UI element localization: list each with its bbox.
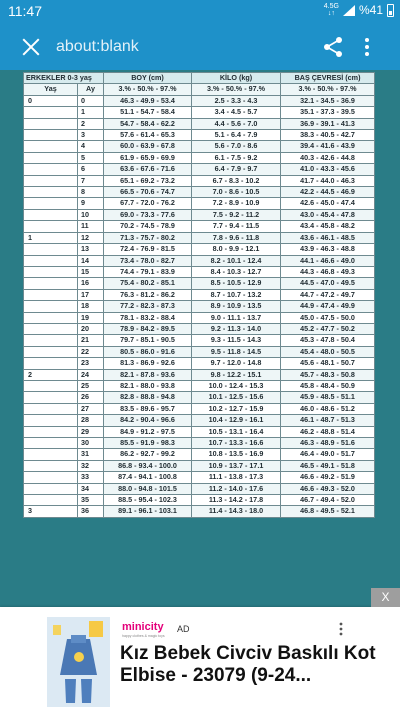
boy-cell: 89.1 - 96.1 - 103.1 — [104, 506, 192, 517]
month-cell: 16 — [78, 278, 104, 289]
bas-cell: 44.5 - 47.0 - 49.5 — [281, 278, 375, 289]
age-cell — [24, 130, 78, 141]
kilo-cell: 11.2 - 14.0 - 17.6 — [192, 483, 281, 494]
month-cell: 27 — [78, 403, 104, 414]
age-cell — [24, 175, 78, 186]
age-cell — [24, 495, 78, 506]
kilo-cell: 9.5 - 11.8 - 14.5 — [192, 346, 281, 357]
month-cell: 20 — [78, 323, 104, 334]
month-cell: 30 — [78, 438, 104, 449]
ad-badge: AD — [177, 624, 190, 634]
kilo-cell: 6.1 - 7.5 - 9.2 — [192, 152, 281, 163]
age-cell — [24, 323, 78, 334]
url-text[interactable]: about:blank — [56, 38, 139, 55]
month-cell: 23 — [78, 358, 104, 369]
bas-cell: 42.6 - 45.0 - 47.4 — [281, 198, 375, 209]
kilo-cell: 10.4 - 12.9 - 16.1 — [192, 415, 281, 426]
age-cell — [24, 255, 78, 266]
table-row — [24, 415, 375, 426]
kilo-cell: 10.5 - 13.1 - 16.4 — [192, 426, 281, 437]
bas-cell: 40.3 - 42.6 - 44.8 — [281, 152, 375, 163]
ad-brand-logo: minicity — [122, 621, 164, 633]
age-cell — [24, 312, 78, 323]
table-row — [24, 152, 375, 163]
age-cell — [24, 152, 78, 163]
table-row — [24, 380, 375, 391]
bas-cell: 46.4 - 49.0 - 51.7 — [281, 449, 375, 460]
boy-cell: 81.3 - 86.9 - 92.6 — [104, 358, 192, 369]
table-row — [24, 346, 375, 357]
table-row — [24, 301, 375, 312]
boy-cell: 67.7 - 72.0 - 76.2 — [104, 198, 192, 209]
kilo-cell: 10.2 - 12.7 - 15.9 — [192, 403, 281, 414]
percentile-header: 3.% - 50.% - 97.% — [192, 84, 281, 95]
boy-cell: 74.4 - 79.1 - 83.9 — [104, 266, 192, 277]
kilo-cell: 6.7 - 8.3 - 10.2 — [192, 175, 281, 186]
bas-cell: 46.5 - 49.1 - 51.8 — [281, 460, 375, 471]
age-cell — [24, 209, 78, 220]
month-cell: 17 — [78, 289, 104, 300]
month-cell: 15 — [78, 266, 104, 277]
month-header: Ay — [78, 84, 104, 95]
month-cell: 24 — [78, 369, 104, 380]
status-time: 11:47 — [8, 3, 42, 19]
age-cell — [24, 118, 78, 129]
month-cell: 21 — [78, 335, 104, 346]
age-cell — [24, 244, 78, 255]
table-row — [24, 164, 375, 175]
kilo-cell: 5.6 - 7.0 - 8.6 — [192, 141, 281, 152]
boy-cell: 72.4 - 76.9 - 81.5 — [104, 244, 192, 255]
boy-cell: 85.5 - 91.9 - 98.3 — [104, 438, 192, 449]
month-cell: 9 — [78, 198, 104, 209]
boy-header: BOY (cm) — [104, 73, 192, 84]
bas-cell: 41.7 - 44.0 - 46.3 — [281, 175, 375, 186]
kilo-cell: 9.3 - 11.5 - 14.3 — [192, 335, 281, 346]
bas-cell: 44.7 - 47.2 - 49.7 — [281, 289, 375, 300]
kilo-cell: 9.2 - 11.3 - 14.0 — [192, 323, 281, 334]
percentile-header: 3.% - 50.% - 97.% — [104, 84, 192, 95]
table-row — [24, 358, 375, 369]
table-header-row — [24, 73, 375, 84]
boy-cell: 57.6 - 61.4 - 65.3 — [104, 130, 192, 141]
month-cell: 35 — [78, 495, 104, 506]
age-cell: 0 — [24, 95, 78, 106]
bas-cell: 46.6 - 49.2 - 51.9 — [281, 472, 375, 483]
age-cell — [24, 221, 78, 232]
boy-cell: 77.2 - 82.3 - 87.3 — [104, 301, 192, 312]
month-cell: 36 — [78, 506, 104, 517]
table-body — [24, 95, 375, 517]
table-row — [24, 438, 375, 449]
kilo-cell: 8.4 - 10.3 - 12.7 — [192, 266, 281, 277]
table-row — [24, 187, 375, 198]
age-cell — [24, 187, 78, 198]
boy-cell: 66.5 - 70.6 - 74.7 — [104, 187, 192, 198]
table-row — [24, 323, 375, 334]
age-cell — [24, 358, 78, 369]
kilo-cell: 7.7 - 9.4 - 11.5 — [192, 221, 281, 232]
age-cell — [24, 472, 78, 483]
boy-cell: 88.5 - 95.4 - 102.3 — [104, 495, 192, 506]
month-cell: 18 — [78, 301, 104, 312]
table-row — [24, 175, 375, 186]
boy-cell: 75.4 - 80.2 - 85.1 — [104, 278, 192, 289]
age-cell — [24, 289, 78, 300]
month-cell: 19 — [78, 312, 104, 323]
table-row — [24, 266, 375, 277]
month-cell: 7 — [78, 175, 104, 186]
table-row — [24, 221, 375, 232]
network-type: 4.5G — [323, 3, 339, 10]
bas-cell: 44.1 - 46.6 - 49.0 — [281, 255, 375, 266]
more-vert-icon[interactable] — [360, 36, 374, 58]
kilo-cell: 10.9 - 13.7 - 17.1 — [192, 460, 281, 471]
bas-cell: 45.8 - 48.4 - 50.9 — [281, 380, 375, 391]
age-cell — [24, 141, 78, 152]
table-subheader-row — [24, 84, 375, 95]
battery-percent: %41 — [358, 3, 383, 17]
ad-options-icon[interactable] — [338, 621, 344, 637]
bas-cell: 46.6 - 49.3 - 52.0 — [281, 483, 375, 494]
kilo-cell: 6.4 - 7.9 - 9.7 — [192, 164, 281, 175]
close-icon[interactable] — [20, 36, 42, 58]
battery-icon — [387, 4, 394, 17]
table-row — [24, 403, 375, 414]
kilo-cell: 11.4 - 14.3 - 18.0 — [192, 506, 281, 517]
kilo-cell: 8.7 - 10.7 - 13.2 — [192, 289, 281, 300]
kilo-cell: 10.8 - 13.5 - 16.9 — [192, 449, 281, 460]
bas-cell: 46.8 - 49.5 - 52.1 — [281, 506, 375, 517]
bas-cell: 45.9 - 48.5 - 51.1 — [281, 392, 375, 403]
month-cell: 1 — [78, 107, 104, 118]
month-cell: 0 — [78, 95, 104, 106]
month-cell: 4 — [78, 141, 104, 152]
kilo-cell: 5.1 - 6.4 - 7.9 — [192, 130, 281, 141]
kilo-cell: 11.1 - 13.8 - 17.3 — [192, 472, 281, 483]
kilo-cell: 8.2 - 10.1 - 12.4 — [192, 255, 281, 266]
table-row — [24, 312, 375, 323]
bas-cell: 38.3 - 40.5 - 42.7 — [281, 130, 375, 141]
bas-cell: 43.4 - 45.8 - 48.2 — [281, 221, 375, 232]
boy-cell: 73.4 - 78.0 - 82.7 — [104, 255, 192, 266]
ad-product-image[interactable] — [47, 617, 110, 707]
month-cell: 32 — [78, 460, 104, 471]
boy-cell: 84.2 - 90.4 - 96.6 — [104, 415, 192, 426]
growth-chart-image — [0, 70, 400, 607]
month-cell: 34 — [78, 483, 104, 494]
kilo-cell: 3.4 - 4.5 - 5.7 — [192, 107, 281, 118]
chart-bottom-edge — [0, 584, 400, 607]
growth-table — [23, 72, 375, 518]
age-cell — [24, 403, 78, 414]
month-cell: 25 — [78, 380, 104, 391]
boy-cell: 86.8 - 93.4 - 100.0 — [104, 460, 192, 471]
boy-cell: 79.7 - 85.1 - 90.5 — [104, 335, 192, 346]
boy-cell: 78.1 - 83.2 - 88.4 — [104, 312, 192, 323]
kilo-cell: 11.3 - 14.2 - 17.8 — [192, 495, 281, 506]
table-row — [24, 369, 375, 380]
age-cell — [24, 346, 78, 357]
month-cell: 29 — [78, 426, 104, 437]
table-row — [24, 289, 375, 300]
bas-cell: 46.2 - 48.8 - 51.4 — [281, 426, 375, 437]
table-row — [24, 335, 375, 346]
table-row — [24, 244, 375, 255]
bas-cell: 44.3 - 46.8 - 49.3 — [281, 266, 375, 277]
age-cell — [24, 438, 78, 449]
kilo-cell: 8.5 - 10.5 - 12.9 — [192, 278, 281, 289]
age-cell — [24, 266, 78, 277]
month-cell: 28 — [78, 415, 104, 426]
age-cell — [24, 301, 78, 312]
ad-banner[interactable] — [0, 590, 400, 711]
boy-cell: 80.5 - 86.0 - 91.6 — [104, 346, 192, 357]
ad-brand-tagline: happy clothes & magic toys — [122, 634, 165, 638]
table-row — [24, 483, 375, 494]
boy-cell: 54.7 - 58.4 - 62.2 — [104, 118, 192, 129]
month-cell: 31 — [78, 449, 104, 460]
boy-cell: 46.3 - 49.9 - 53.4 — [104, 95, 192, 106]
age-cell — [24, 107, 78, 118]
boy-cell: 69.0 - 73.3 - 77.6 — [104, 209, 192, 220]
table-row — [24, 198, 375, 209]
age-cell: 3 — [24, 506, 78, 517]
boy-cell: 78.9 - 84.2 - 89.5 — [104, 323, 192, 334]
boy-cell: 83.5 - 89.6 - 95.7 — [104, 403, 192, 414]
share-icon[interactable] — [322, 36, 344, 58]
month-cell: 11 — [78, 221, 104, 232]
ad-close-button[interactable]: X — [371, 588, 400, 607]
table-row — [24, 506, 375, 517]
kilo-cell: 8.9 - 10.9 - 13.5 — [192, 301, 281, 312]
month-cell: 26 — [78, 392, 104, 403]
table-row — [24, 426, 375, 437]
age-cell — [24, 460, 78, 471]
bas-cell: 41.0 - 43.3 - 45.6 — [281, 164, 375, 175]
month-cell: 12 — [78, 232, 104, 243]
age-cell: 1 — [24, 232, 78, 243]
network-indicator — [324, 3, 339, 17]
kilo-cell: 9.0 - 11.1 - 13.7 — [192, 312, 281, 323]
month-cell: 14 — [78, 255, 104, 266]
table-row — [24, 95, 375, 106]
table-row — [24, 392, 375, 403]
kilo-cell: 8.0 - 9.9 - 12.1 — [192, 244, 281, 255]
bas-cell: 45.3 - 47.8 - 50.4 — [281, 335, 375, 346]
network-arrows: ↓↑ — [327, 10, 335, 17]
kilo-cell: 7.0 - 8.6 - 10.5 — [192, 187, 281, 198]
age-cell — [24, 164, 78, 175]
gender-label: ERKEKLER 0-3 yaş — [24, 73, 104, 84]
boy-cell: 87.4 - 94.1 - 100.8 — [104, 472, 192, 483]
table-row — [24, 255, 375, 266]
bas-cell: 42.2 - 44.5 - 46.9 — [281, 187, 375, 198]
age-header: Yaş — [24, 84, 78, 95]
boy-cell: 82.1 - 87.8 - 93.6 — [104, 369, 192, 380]
bas-cell: 46.1 - 48.7 - 51.3 — [281, 415, 375, 426]
table-row — [24, 141, 375, 152]
boy-cell: 86.2 - 92.7 - 99.2 — [104, 449, 192, 460]
status-bar — [0, 0, 400, 24]
bas-cell: 46.7 - 49.4 - 52.0 — [281, 495, 375, 506]
kilo-cell: 7.2 - 8.9 - 10.9 — [192, 198, 281, 209]
kilo-cell: 10.7 - 13.3 - 16.6 — [192, 438, 281, 449]
bas-cell: 43.9 - 46.3 - 48.8 — [281, 244, 375, 255]
browser-toolbar — [0, 24, 400, 70]
percentile-header: 3.% - 50.% - 97.% — [281, 84, 375, 95]
age-cell — [24, 198, 78, 209]
signal-icon — [343, 5, 355, 16]
kilo-cell: 2.5 - 3.3 - 4.3 — [192, 95, 281, 106]
bas-cell: 32.1 - 34.5 - 36.9 — [281, 95, 375, 106]
table-row — [24, 472, 375, 483]
table-row — [24, 107, 375, 118]
bas-cell: 46.0 - 48.6 - 51.2 — [281, 403, 375, 414]
kilo-cell: 9.8 - 12.2 - 15.1 — [192, 369, 281, 380]
boy-cell: 71.3 - 75.7 - 80.2 — [104, 232, 192, 243]
status-icons — [324, 3, 394, 17]
kilo-cell: 7.8 - 9.6 - 11.8 — [192, 232, 281, 243]
table-row — [24, 495, 375, 506]
table-row — [24, 118, 375, 129]
age-cell — [24, 392, 78, 403]
bas-cell: 39.4 - 41.6 - 43.9 — [281, 141, 375, 152]
boy-cell: 82.8 - 88.8 - 94.8 — [104, 392, 192, 403]
bas-cell: 43.6 - 46.1 - 48.5 — [281, 232, 375, 243]
kilo-cell: 4.4 - 5.6 - 7.0 — [192, 118, 281, 129]
bas-cell: 45.0 - 47.5 - 50.0 — [281, 312, 375, 323]
table-row — [24, 130, 375, 141]
boy-cell: 63.6 - 67.6 - 71.6 — [104, 164, 192, 175]
age-cell — [24, 335, 78, 346]
bas-cell: 44.9 - 47.4 - 49.9 — [281, 301, 375, 312]
month-cell: 13 — [78, 244, 104, 255]
month-cell: 22 — [78, 346, 104, 357]
month-cell: 6 — [78, 164, 104, 175]
boy-cell: 60.0 - 63.9 - 67.8 — [104, 141, 192, 152]
bas-cell: 45.4 - 48.0 - 50.5 — [281, 346, 375, 357]
age-cell — [24, 426, 78, 437]
age-cell: 2 — [24, 369, 78, 380]
boy-cell: 51.1 - 54.7 - 58.4 — [104, 107, 192, 118]
age-cell — [24, 278, 78, 289]
boy-cell: 88.0 - 94.8 - 101.5 — [104, 483, 192, 494]
table-row — [24, 278, 375, 289]
age-cell — [24, 483, 78, 494]
kilo-cell: 7.5 - 9.2 - 11.2 — [192, 209, 281, 220]
bas-cell: 46.3 - 48.9 - 51.6 — [281, 438, 375, 449]
kilo-header: KİLO (kg) — [192, 73, 281, 84]
age-cell — [24, 449, 78, 460]
kilo-cell: 10.1 - 12.5 - 15.6 — [192, 392, 281, 403]
bas-cell: 45.2 - 47.7 - 50.2 — [281, 323, 375, 334]
bas-header: BAŞ ÇEVRESİ (cm) — [281, 73, 375, 84]
boy-cell: 65.1 - 69.2 - 73.2 — [104, 175, 192, 186]
table-row — [24, 209, 375, 220]
month-cell: 33 — [78, 472, 104, 483]
boy-cell: 76.3 - 81.2 - 86.2 — [104, 289, 192, 300]
month-cell: 3 — [78, 130, 104, 141]
month-cell: 5 — [78, 152, 104, 163]
bas-cell: 45.6 - 48.1 - 50.7 — [281, 358, 375, 369]
boy-cell: 84.9 - 91.2 - 97.5 — [104, 426, 192, 437]
table-row — [24, 460, 375, 471]
bas-cell: 35.1 - 37.3 - 39.5 — [281, 107, 375, 118]
kilo-cell: 9.7 - 12.0 - 14.8 — [192, 358, 281, 369]
boy-cell: 82.1 - 88.0 - 93.8 — [104, 380, 192, 391]
month-cell: 8 — [78, 187, 104, 198]
bas-cell: 36.9 - 39.1 - 41.3 — [281, 118, 375, 129]
age-cell — [24, 415, 78, 426]
age-cell — [24, 380, 78, 391]
kilo-cell: 10.0 - 12.4 - 15.3 — [192, 380, 281, 391]
table-row — [24, 449, 375, 460]
month-cell: 2 — [78, 118, 104, 129]
month-cell: 10 — [78, 209, 104, 220]
table-row — [24, 232, 375, 243]
bas-cell: 45.7 - 48.3 - 50.8 — [281, 369, 375, 380]
boy-cell: 61.9 - 65.9 - 69.9 — [104, 152, 192, 163]
boy-cell: 70.2 - 74.5 - 78.9 — [104, 221, 192, 232]
bas-cell: 43.0 - 45.4 - 47.8 — [281, 209, 375, 220]
ad-title[interactable]: Kız Bebek Civciv Baskılı Kot Elbise - 23079 (9-24... — [120, 643, 376, 686]
